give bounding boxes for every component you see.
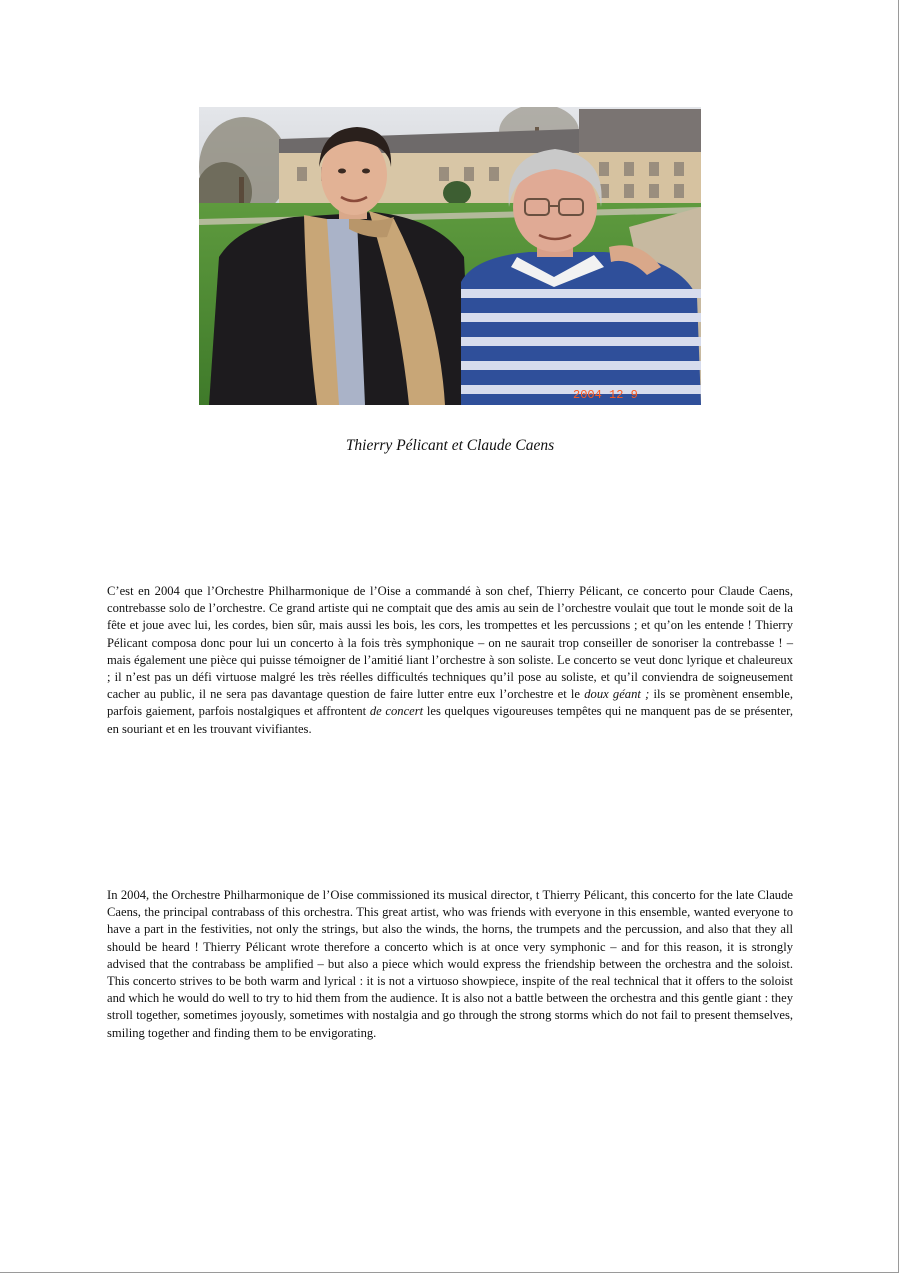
french-paragraph	[107, 583, 793, 738]
french-italic-doux-geant: doux géant ;	[584, 687, 650, 702]
french-text-1: C’est en 2004 que l’Orchestre Philharmonique de l’Oise a commandé à son chef, Thierry Pélicant, ce concerto pour Claude Caens, contrebasse solo de l’orchestre. Ce grand artiste qui ne comptait que des amis au sein de l’orchestre voulait que tout le monde soit de la fête et joue avec lui, les cordes, bien sûr, mais aussi les bois, les cors, les trompettes et les percussions ; et qu’on les entende ! Thierry Pélicant composa donc pour lui un concerto à la fois très symphonique – on ne saurait trop conseiller de sonoriser la contrebasse ! – mais également une pièce qui puisse témoigner de l’amitié liant l’orchestre à son soliste. Le concerto se veut donc lyrique et chaleureux ; il n’est pas un défi virtuose malgré les très réelles difficultés techniques qu’il pose au soliste, et qu’il conviendra de soigneusement cacher au public, il ne sera pas davantage question de faire lutter entre eux l’orchestre et le	[107, 584, 793, 702]
date-stamp: 2004 12 9	[573, 388, 638, 402]
french-italic-de-concert: de concert	[369, 704, 424, 719]
french-text-3: les quelques vigoureuses tempêtes qui ne manquent pas de se présenter, en souriant et en les trouvant vivifiantes.	[107, 704, 793, 736]
portrait-photo	[199, 107, 701, 405]
french-text-2: ils se promènent ensemble, parfois gaiement, parfois nostalgiques et affrontent	[107, 687, 793, 719]
photo-caption: Thierry Pélicant et Claude Caens	[345, 437, 555, 454]
english-paragraph: In 2004, the Orchestre Philharmonique de l’Oise commissioned its musical director, t Thierry Pélicant, this concerto for the late Claude Caens, the principal contrabass of this orchestra. This great artist, who was friends with everyone in this ensemble, wanted everyone to have a part in the festivities, not only the strings, but also the winds, the horns, the trumpets and the percussion, and also that they all should be heard ! Thierry Pélicant wrote therefore a concerto which is at once very symphonic – and for this reason, it is strongly advised that the contrabass be amplified – but also a piece which would express the friendship between the orchestra and the soloist. This concerto strives to be both warm and lyrical : it is not a virtuoso showpiece, inspite of the real technical that it offers to the soloist and which he would do well to try to hid them from the audience. It is also not a battle between the orchestra and this gentle giant : they stroll together, sometimes joyously, sometimes with nostalgia and go through the strong storms which do not fail to present themselves, smiling together and finding them to be envigorating.	[107, 888, 793, 1040]
